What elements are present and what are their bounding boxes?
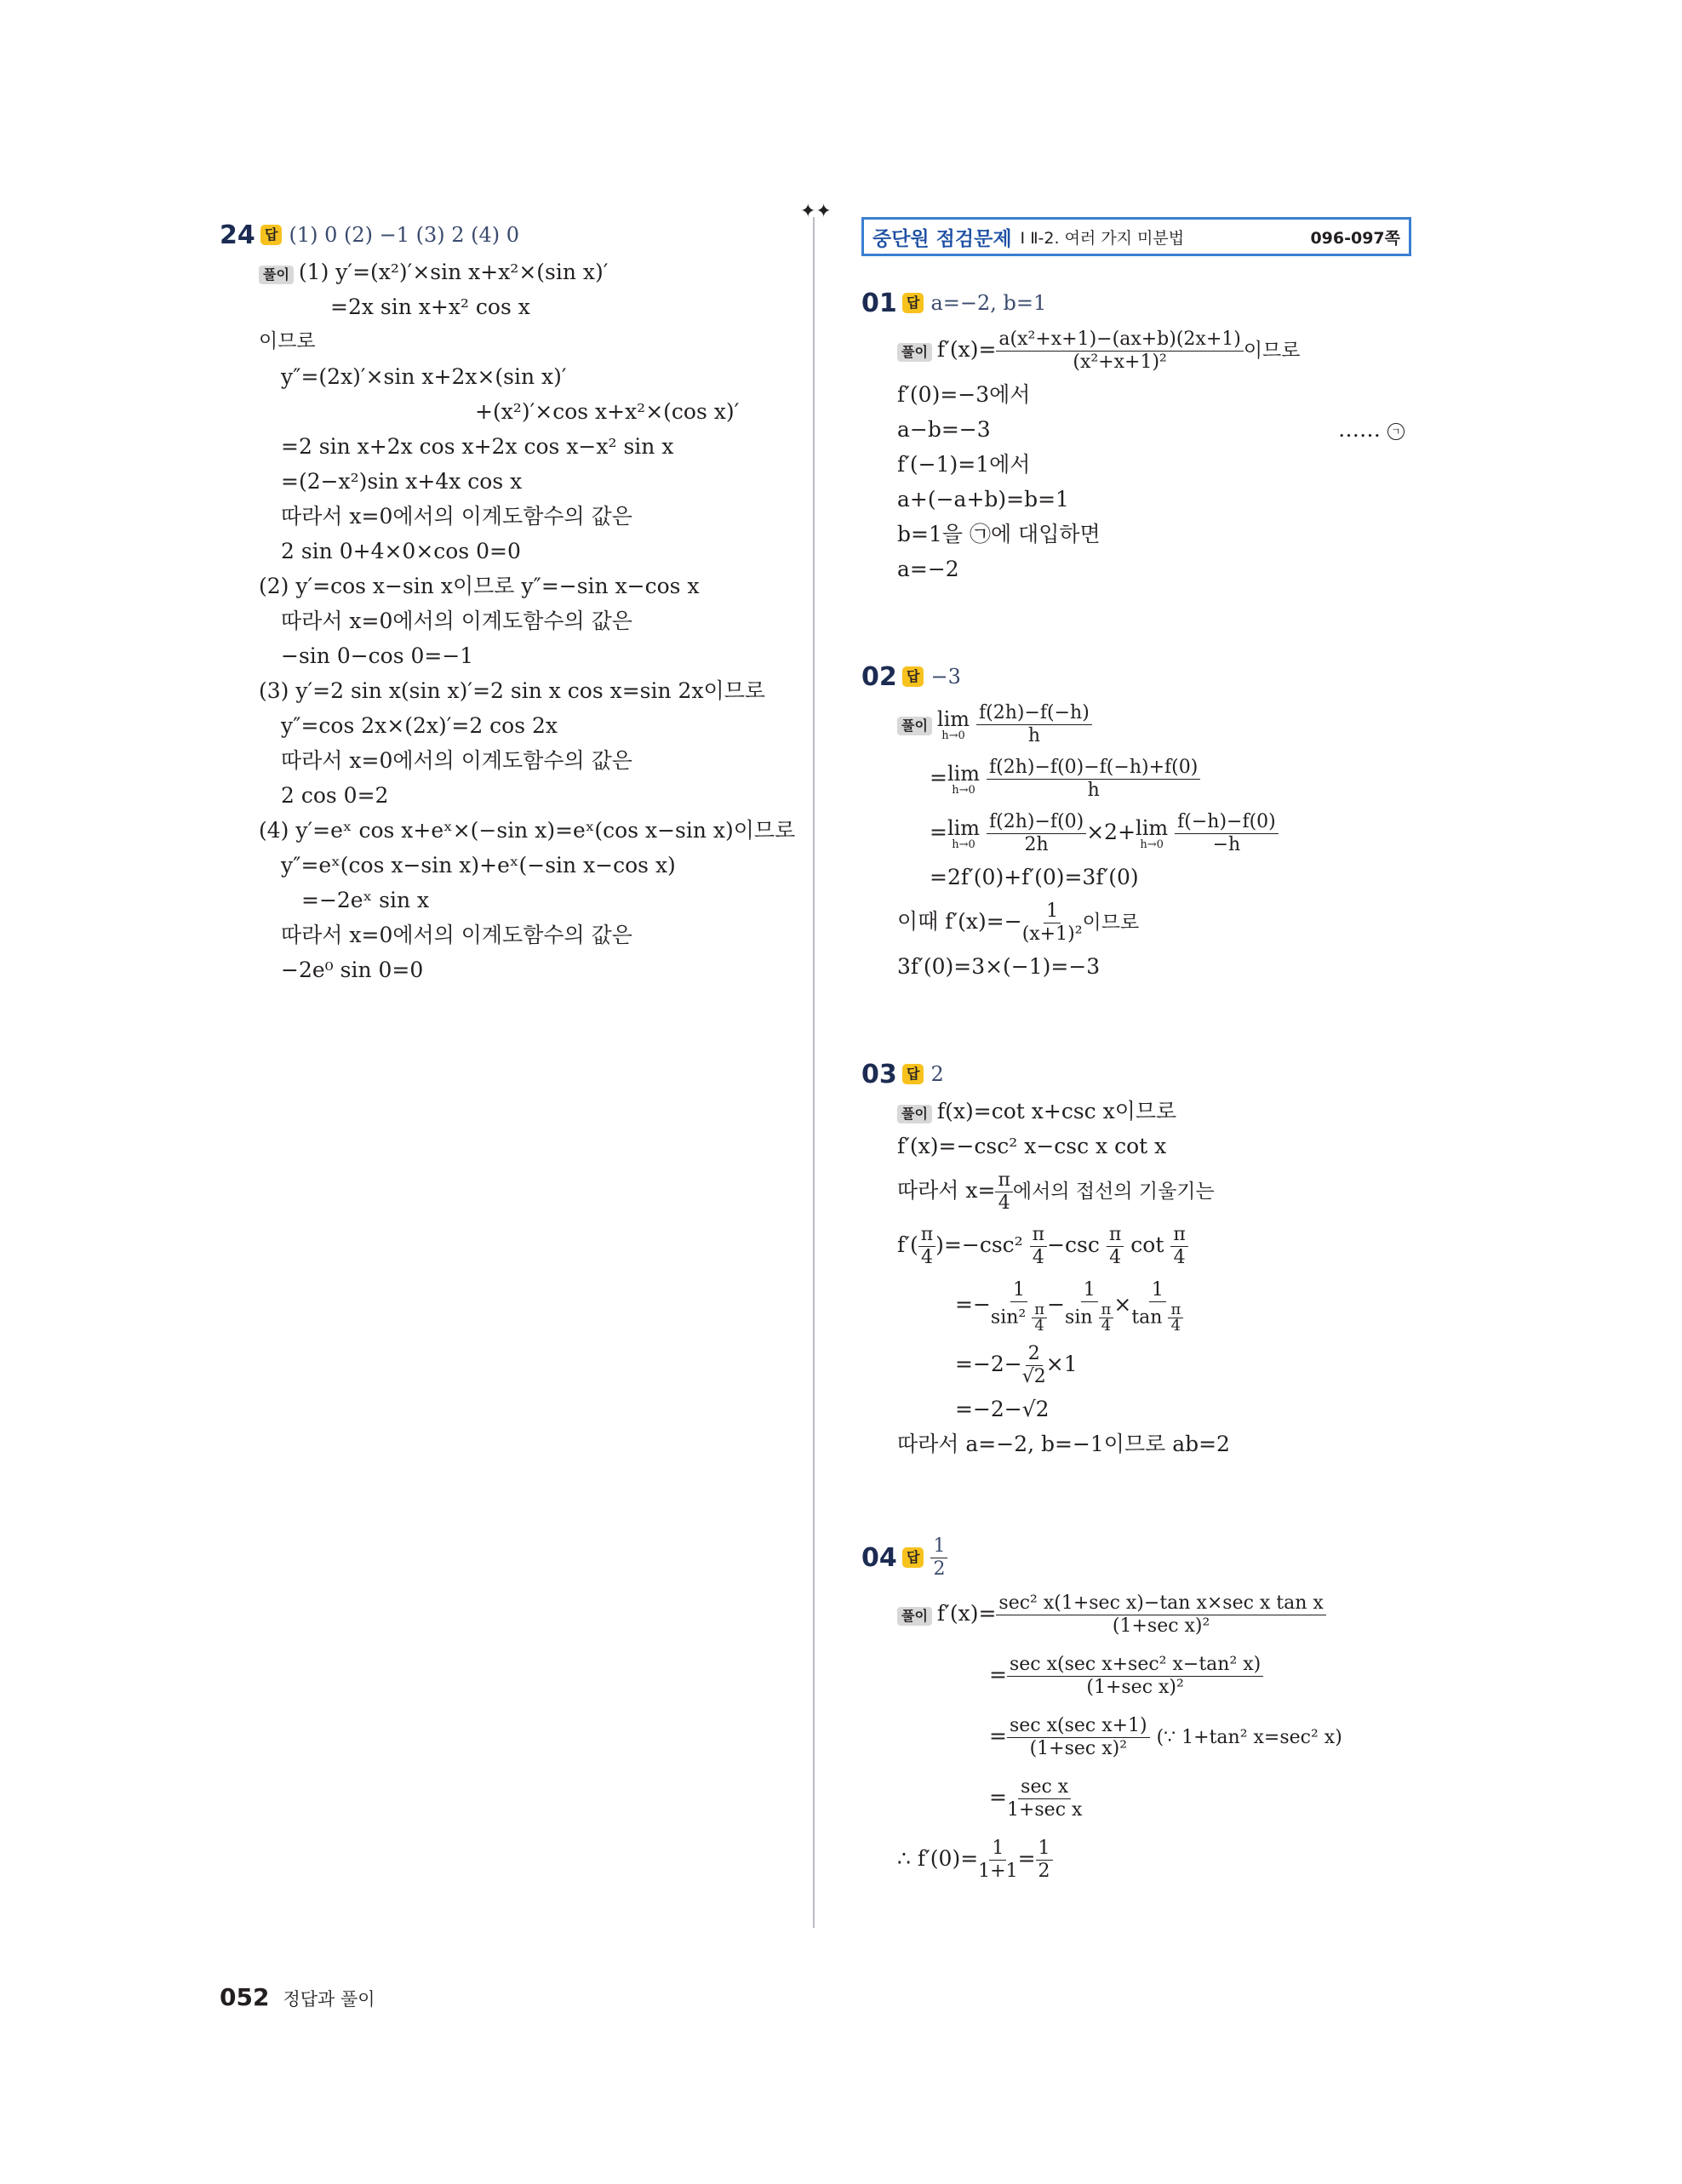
solution-line: =−2eˣ sin x — [301, 888, 430, 912]
problem-01-header — [861, 285, 1440, 321]
solution-line: y″=cos 2x×(2x)′=2 cos 2x — [281, 713, 558, 738]
solution-line: f′(x)=−csc² x−csc x cot x — [897, 1134, 1167, 1158]
solution-line: = $\frac{\text{sec x}}{\text{1+sec x}}$ — [989, 1776, 1083, 1821]
answer-value: a=−2, b=1 — [930, 291, 1047, 315]
column-divider — [813, 217, 815, 1928]
solution-line: f′(0)=−3에서 — [897, 382, 1031, 407]
section-subtitle: Ⅰ Ⅱ-2. 여러 가지 미분법 — [1020, 228, 1185, 248]
page-footer — [220, 1983, 375, 2011]
solution-line: f′( $\frac{\pi}{4}$ )=−csc² $\frac{\pi}{4}$ −csc $\frac{\pi}{4}$ cot $\frac{\pi}{4}$ — [861, 1218, 1440, 1272]
solution-line: a+(−a+b)=b=1 — [897, 487, 1069, 512]
circle-mark: ㄱ — [1387, 423, 1405, 440]
solution-line: =−2−√2 — [955, 1397, 1050, 1421]
solution-line: 따라서 x= $\frac{\pi}{4}$ 에서의 접선의 기울기는 — [897, 1169, 1215, 1214]
section-pages: 096-097쪽 — [1310, 228, 1400, 248]
problem-02-header — [861, 659, 1440, 695]
solution-line: =2f′(0)+f′(0)=3f′(0) — [930, 865, 1139, 889]
solution-line: 따라서 x=0에서의 이계도함수의 값은 — [281, 609, 632, 633]
solution-badge: 풀이 — [259, 266, 294, 284]
solution-line: 풀이 f′(x)= $\frac{\text{a(x²+x+1)−(ax+b)(2x+1)}}{\text{(x²+x+1)²}}$ 이므로 — [861, 323, 1440, 377]
solution-line: =−2− $\frac{2}{√2}$ ×1 — [955, 1343, 1078, 1387]
solution-line: 이므로 — [259, 330, 316, 352]
answer-badge: 답 — [902, 1064, 924, 1084]
solution-line: 따라서 x=0에서의 이계도함수의 값은 — [281, 748, 632, 773]
problem-number: 02 — [861, 661, 897, 692]
solution-line: f′(−1)=1에서 — [897, 452, 1031, 477]
solution-line: 2 cos 0=2 — [281, 783, 389, 808]
answer-value: $\frac{1}{2}$ — [930, 1535, 947, 1581]
problem-number: 01 — [861, 288, 897, 318]
solution-line: a=−2 — [897, 557, 959, 581]
fraction: $\frac{f(2h)-f(-h)}{h}$ — [976, 702, 1092, 747]
fraction: $\frac{\text{a(x²+x+1)−(ax+b)(2x+1)}}{\text{(x²+x+1)²}}$ — [996, 329, 1243, 374]
solution-line: 풀이 (1) y′=(x²)′×sin x+x²×(sin x)′ — [220, 254, 807, 289]
solution-line: 풀이 f(x)=cot x+csc x이므로 — [861, 1094, 1440, 1129]
fraction: $\frac{\text{sec² x(1+sec x)−tan x×sec x tan x}}{\text{(1+sec x)²}}$ — [996, 1592, 1325, 1638]
right-column — [861, 217, 1440, 1890]
solution-badge: 풀이 — [897, 1105, 932, 1123]
answer-value: −3 — [930, 665, 961, 689]
solution-line: = $\frac{\text{sec x(sec x+1)}}{\text{(1+sec x)²}}$ (∵ 1+tan² x=sec² x) — [989, 1715, 1342, 1759]
solution-line: =2x sin x+x² cos x — [330, 294, 530, 319]
solution-line: =− 1 sin² $\frac{\pi}{4}$ − 1 sin $\frac{\pi}{4}$ × 1 tan $\frac{\pi}{4}$ — [861, 1272, 1440, 1337]
problem-03-header — [861, 1056, 1440, 1092]
fraction: $\frac{1}{\text{(x+1)²}}$ — [1021, 900, 1083, 945]
left-column — [220, 217, 807, 987]
answer-badge: 답 — [902, 293, 924, 313]
fraction: $\frac{f(2h)-f(0)-f(-h)+f(0)}{h}$ — [987, 757, 1200, 802]
solution-badge: 풀이 — [897, 343, 932, 362]
solution-line: = $\frac{\text{sec x(sec x+sec² x−tan² x)}}{\text{(1+sec x)²}}$ — [861, 1644, 1440, 1706]
solution-line: y″=(2x)′×sin x+2x×(sin x)′ — [281, 364, 567, 389]
divider-ornament-icon: ✦✦ — [800, 201, 832, 222]
answer-value: (1) 0 (2) −1 (3) 2 (4) 0 — [289, 223, 520, 247]
page-number: 052 — [220, 1983, 270, 2011]
solution-line: +(x²)′×cos x+x²×(cos x)′ — [475, 399, 740, 424]
problem-number: 03 — [861, 1059, 897, 1089]
answer-badge: 답 — [260, 225, 282, 245]
fraction: $\frac{\text{sec x}}{\text{1+sec x}}$ — [1006, 1776, 1083, 1821]
footer-title: 정답과 풀이 — [283, 1989, 375, 2010]
answer-badge: 답 — [902, 1547, 924, 1568]
solution-line: a−b=−3 …… ㄱ — [861, 412, 1440, 447]
solution-line: −2e⁰ sin 0=0 — [281, 958, 424, 982]
problem-number: 24 — [220, 220, 255, 250]
solution-line: =(2−x²)sin x+4x cos x — [281, 469, 523, 494]
problem-number: 04 — [861, 1542, 897, 1573]
solution-line: 2 sin 0+4×0×cos 0=0 — [281, 539, 521, 563]
problem-04-header — [861, 1534, 1440, 1581]
solution-line: 따라서 x=0에서의 이계도함수의 값은 — [281, 504, 632, 529]
solution-line: ∴ f′(0)= $\frac{1}{1+1}$ = $\frac{1}{2}$ — [861, 1828, 1440, 1890]
reference-dots: …… — [1338, 417, 1381, 442]
fraction: $\frac{\text{sec x(sec x+1)}}{\text{(1+sec x)²}}$ — [1007, 1715, 1150, 1760]
solution-line: 3f′(0)=3×(−1)=−3 — [897, 954, 1101, 979]
fraction: $\frac{\text{sec x(sec x+sec² x−tan² x)}}{\text{(1+sec x)²}}$ — [1007, 1654, 1263, 1699]
solution-line: −sin 0−cos 0=−1 — [281, 643, 474, 668]
solution-badge: 풀이 — [897, 1607, 932, 1626]
solution-line: (2) y′=cos x−sin x이므로 y″=−sin x−cos x — [259, 574, 700, 598]
solution-line: y″=eˣ(cos x−sin x)+eˣ(−sin x−cos x) — [281, 853, 676, 878]
solution-line: = lim h→0 $\frac{f(2h)-f(0)}{2h}$ ×2+ lim h→0 $\frac{f(-h)-f(0)}{-h}$ — [861, 805, 1440, 860]
solution-line: (4) y′=eˣ cos x+eˣ×(−sin x)=eˣ(cos x−sin x)이므로 — [259, 818, 796, 843]
solution-line: 풀이 lim h→0 $\frac{f(2h)-f(-h)}{h}$ — [861, 696, 1440, 751]
solution-badge: 풀이 — [897, 717, 932, 735]
problem-24-header — [220, 217, 807, 253]
answer-value: 2 — [930, 1062, 944, 1086]
fraction: $\frac{f(-h)-f(0)}{-h}$ — [1175, 811, 1279, 856]
solution-line: b=1을 ㉠에 대입하면 — [897, 522, 1101, 546]
solution-line: = lim h→0 $\frac{f(2h)-f(0)-f(-h)+f(0)}{h}$ — [861, 751, 1440, 805]
solution-line: =2 sin x+2x cos x+2x cos x−x² sin x — [281, 434, 674, 459]
solution-line: 따라서 x=0에서의 이계도함수의 값은 — [281, 923, 632, 947]
solution-line: 따라서 a=−2, b=−1이므로 ab=2 — [897, 1432, 1230, 1456]
solution-line: (3) y′=2 sin x(sin x)′=2 sin x cos x=sin 2x이므로 — [259, 678, 766, 703]
section-header — [861, 217, 1411, 256]
fraction: $\frac{f(2h)-f(0)}{2h}$ — [987, 811, 1086, 856]
solution-line: 풀이 f′(x)= $\frac{\text{sec² x(1+sec x)−tan x×sec x tan x}}{\text{(1+sec x)²}}$ — [861, 1583, 1440, 1644]
answer-badge: 답 — [902, 666, 924, 687]
section-title: 중단원 점검문제 — [872, 227, 1012, 250]
solution-line: 이때 f′(x)=− $\frac{1}{\text{(x+1)²}}$ 이므로 — [897, 900, 1140, 945]
